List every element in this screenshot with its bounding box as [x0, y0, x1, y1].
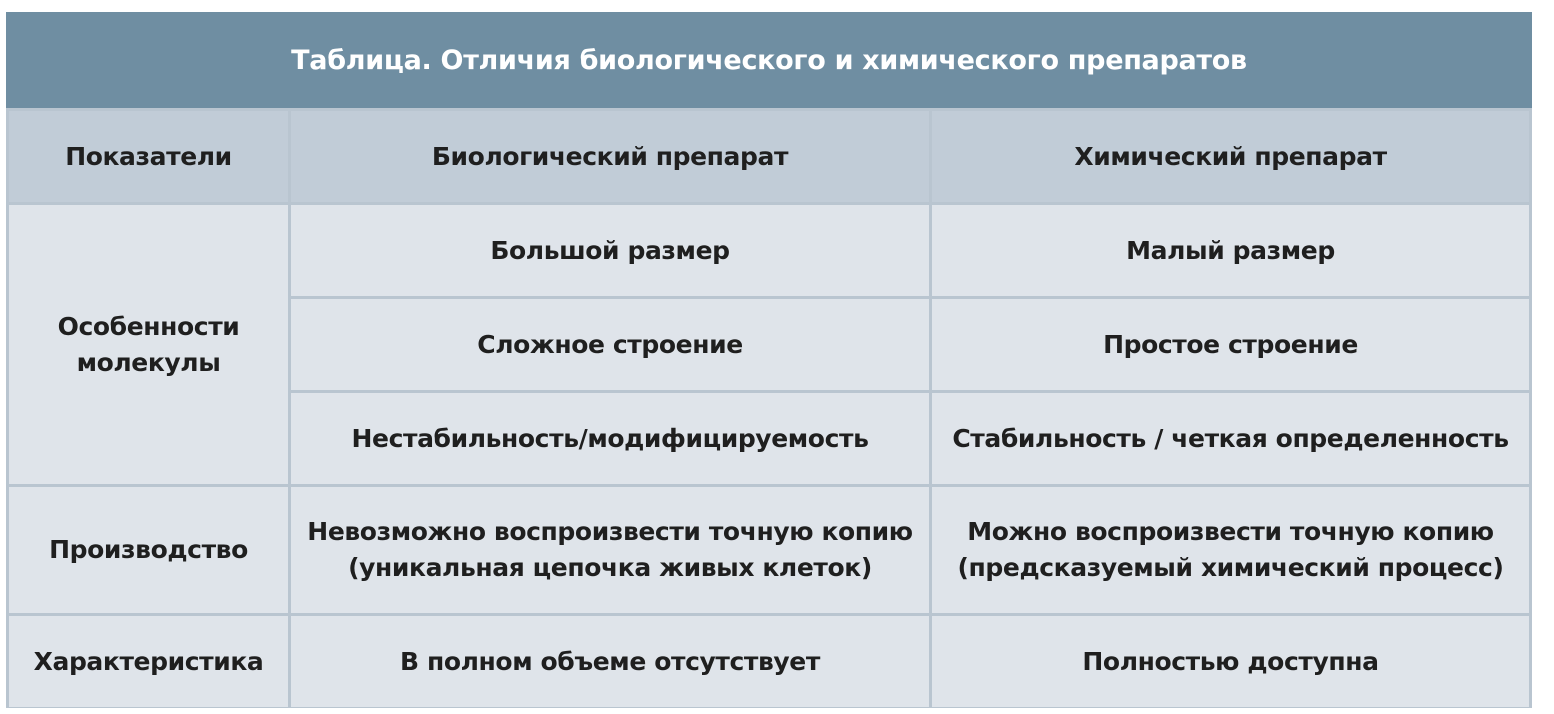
row-label-molecule-line2: молекулы [76, 347, 221, 377]
cell-chemical-characteristic: Полностью доступна [932, 616, 1529, 707]
row-label-molecule [9, 205, 288, 484]
cell-chemical-stability: Стабильность / четкая определенность [932, 393, 1529, 484]
comparison-table-frame [6, 12, 1532, 708]
comparison-table [6, 108, 1532, 710]
cell-biological-production-line1: Невозможно воспроизвести точную копию [307, 517, 913, 546]
table-title: Таблица. Отличия биологического и химического препаратов [6, 12, 1532, 108]
cell-biological-structure: Сложное строение [291, 299, 929, 390]
cell-chemical-production-line1: Можно воспроизвести точную копию [967, 517, 1494, 546]
cell-chemical-production-line2: (предсказуемый химический процесс) [957, 553, 1504, 582]
header-indicator: Показатели [9, 111, 288, 202]
row-label-characteristic: Характеристика [9, 616, 288, 707]
header-chemical: Химический препарат [932, 111, 1529, 202]
row-label-molecule-line1: Особенности [57, 311, 240, 341]
cell-chemical-structure: Простое строение [932, 299, 1529, 390]
table-row [9, 616, 1529, 707]
cell-biological-size: Большой размер [291, 205, 929, 296]
table-row [9, 487, 1529, 613]
cell-chemical-production [932, 487, 1529, 613]
header-biological: Биологический препарат [291, 111, 929, 202]
cell-biological-stability: Нестабильность/модифицируемость [291, 393, 929, 484]
cell-biological-production-line2: (уникальная цепочка живых клеток) [348, 553, 872, 582]
cell-biological-characteristic: В полном объеме отсутствует [291, 616, 929, 707]
header-row [9, 111, 1529, 202]
cell-biological-production [291, 487, 929, 613]
table-row [9, 205, 1529, 296]
cell-chemical-size: Малый размер [932, 205, 1529, 296]
row-label-production: Производство [9, 487, 288, 613]
